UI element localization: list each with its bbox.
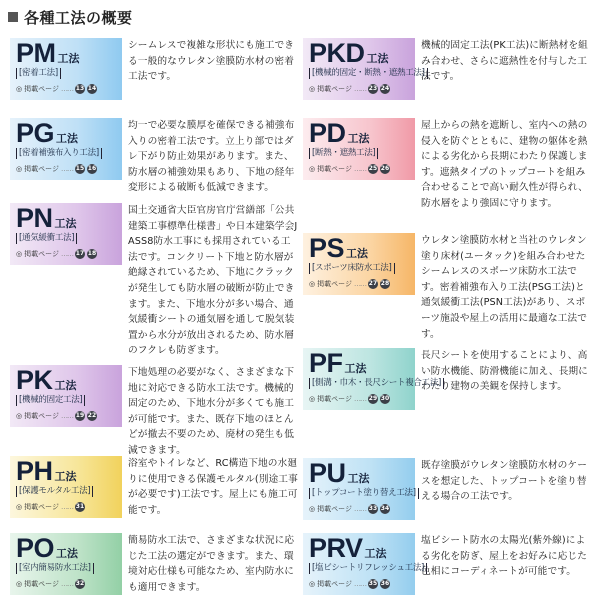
leader-dots: …… (60, 412, 73, 420)
method-code-text: PRV (309, 533, 363, 563)
method-suffix: 工法 (346, 248, 369, 260)
method-subtitle: [側溝・巾木・長尺シート複合工法] (309, 378, 444, 389)
method-entry-pd (303, 118, 593, 212)
page-reference (309, 579, 390, 589)
leader-dots: …… (353, 165, 366, 173)
page-number-badge: 35 (368, 580, 378, 587)
page-number-badge: 17 (75, 250, 85, 257)
method-badge (10, 118, 122, 180)
method-entry-pg (10, 118, 300, 196)
page-reference (16, 84, 97, 94)
method-badge (303, 38, 425, 100)
method-code-text: PG (16, 118, 55, 148)
page-number-badge: 30 (380, 395, 390, 402)
bullet-icon: ◎ (309, 165, 316, 173)
page-number-badge: 22 (87, 412, 97, 419)
method-entry-prv (303, 533, 593, 595)
bullet-icon: ◎ (309, 505, 316, 513)
method-suffix: 工法 (57, 53, 80, 65)
page-reference-label: 掲載ページ (317, 395, 352, 403)
method-description: シームレスで複雑な形状にも施工できる一般的なウレタン塗膜防水材の密着工法です。 (128, 40, 295, 83)
method-badge (10, 365, 122, 427)
method-code-text: PO (16, 533, 55, 563)
page-number-badge: 33 (368, 505, 378, 512)
method-code-text: PS (309, 233, 345, 263)
method-code-text: PU (309, 458, 346, 488)
method-entry-pn (10, 203, 300, 359)
page-reference (309, 84, 390, 94)
page-number-badge: 25 (368, 165, 378, 172)
method-code-text: PN (16, 203, 53, 233)
page-number-badge: 19 (75, 412, 85, 419)
bullet-icon: ◎ (16, 165, 23, 173)
bullet-icon: ◎ (309, 280, 316, 288)
page-reference-label: 掲載ページ (24, 85, 59, 93)
method-subtitle: [塩ビシートリフレッシュ工法] (309, 563, 427, 574)
method-subtitle: [通気緩衝工法] (16, 233, 77, 244)
page-reference-label: 掲載ページ (317, 280, 352, 288)
method-entry-pf (303, 348, 593, 410)
method-suffix: 工法 (54, 380, 77, 392)
page-reference (309, 164, 390, 174)
leader-dots: …… (353, 580, 366, 588)
method-description: 機械的固定工法(PK工法)に断熱材を組み合わせ、さらに遮熱性を付与した工法です。 (421, 40, 588, 83)
page-reference (16, 249, 97, 259)
leader-dots: …… (60, 85, 73, 93)
page-reference-label: 掲載ページ (24, 412, 59, 420)
method-code-text: PK (16, 365, 53, 395)
page-reference-label: 掲載ページ (317, 580, 352, 588)
page-reference (309, 279, 390, 289)
leader-dots: …… (60, 250, 73, 258)
method-subtitle: [保護モルタル工法] (16, 486, 93, 497)
bullet-icon: ◎ (16, 503, 23, 511)
method-description: 均一で必要な膜厚を確保できる補強布入りの密着工法です。立上り部ではダレ下がり防止効果があります。また、防水層の補強効果もあり、下地の経年変形による破断も低減できます。 (128, 120, 295, 194)
page-reference-label: 掲載ページ (24, 503, 59, 511)
method-entry-pm (10, 38, 300, 100)
method-description: 下地処理の必要がなく、さまざまな下地に対応できる防水工法です。機械的固定のため、下地水分が多くても施工が可能です。また、既存下地のほとんどが撤去不要のため、廃材の発生も低減できます。 (128, 367, 295, 456)
method-subtitle: [室内簡易防水工法] (16, 563, 94, 574)
method-suffix: 工法 (56, 548, 79, 560)
page-reference (309, 394, 390, 404)
page-number-badge: 15 (75, 165, 85, 172)
method-description: 国土交通省大臣官房官庁営繕部「公共建築工事標準仕様書」や日本建築学会JASS8防水工事にも採用されている工法です。コンクリート下地と防水層が絶縁されているため、下地にクラックが発生しても防水層の破断が防止できます。また、下地水分が多い場合、通気緩衝シートの通気層を通して脱気装置から水分が放出されるため、防水層のフクレも防ぎます。 (128, 205, 298, 357)
page-reference (16, 164, 97, 174)
page-reference-label: 掲載ページ (317, 85, 352, 93)
page-number-badge: 29 (368, 395, 378, 402)
method-badge (303, 233, 415, 295)
page-reference (16, 579, 85, 589)
page-number-badge: 18 (87, 250, 97, 257)
page-header (8, 6, 133, 28)
bullet-icon: ◎ (16, 412, 23, 420)
method-subtitle: [スポーツ床防水工法] (309, 263, 395, 274)
page-number-badge: 31 (75, 503, 85, 510)
leader-dots: …… (353, 280, 366, 288)
method-code-text: PD (309, 118, 346, 148)
method-suffix: 工法 (347, 133, 370, 145)
page-number-badge: 13 (75, 85, 85, 92)
page-number-badge: 32 (75, 580, 85, 587)
method-badge (10, 38, 122, 100)
bullet-icon: ◎ (309, 395, 316, 403)
method-badge (10, 533, 122, 595)
bullet-icon: ◎ (16, 85, 23, 93)
method-badge (303, 348, 442, 410)
method-suffix: 工法 (366, 53, 389, 65)
page-number-badge: 14 (87, 85, 97, 92)
page-reference-label: 掲載ページ (24, 165, 59, 173)
page-reference (16, 502, 85, 512)
method-subtitle: [機械的固定工法] (16, 395, 85, 406)
method-suffix: 工法 (56, 133, 79, 145)
method-badge (303, 533, 425, 595)
method-code-text: PKD (309, 38, 365, 68)
method-description: 屋上からの熱を遮断し、室内への熱の侵入を防ぐとともに、建物の躯体を熱による劣化から長期にわたり保護します。遮熱タイプのトップコートを組み合わせることで高い耐久性が得られ、防水層をより強固に守ります。 (421, 120, 588, 209)
method-code-text: PH (16, 456, 53, 486)
page-number-badge: 28 (380, 280, 390, 287)
method-description: 既存塗膜がウレタン塗膜防水材のケースを想定した、トップコートを塗り替える場合の工法です。 (421, 460, 587, 503)
method-suffix: 工法 (344, 363, 367, 375)
method-suffix: 工法 (54, 218, 77, 230)
leader-dots: …… (60, 503, 73, 511)
page-number-badge: 16 (87, 165, 97, 172)
method-description: 浴室やトイレなど、RC構造下地の水廻りに使用できる保護モルタル(別途工事が必要です)工法です。屋上にも施工可能です。 (128, 458, 298, 516)
method-subtitle: [トップコート塗り替え工法] (309, 488, 419, 499)
method-code-text: PF (309, 348, 343, 378)
page-number-badge: 36 (380, 580, 390, 587)
method-description: ウレタン塗膜防水材と当社のウレタン塗り床材(ユータック)を組み合わせたシームレスのスポーツ床防水工法です。密着補強布入り工法(PSG工法)と通気緩衝工法(PSN工法)があり、スポーツ施設や屋上の活用に最適な工法です。 (421, 235, 587, 340)
page-reference-label: 掲載ページ (24, 250, 59, 258)
page-number-badge: 27 (368, 280, 378, 287)
bullet-icon: ◎ (16, 250, 23, 258)
method-code-text: PM (16, 38, 56, 68)
method-description: 簡易防水工法で、さまざまな状況に応じた工法の選定ができます。また、環境対応仕様も可能なため、室内防水にも適用できます。 (128, 535, 295, 593)
method-subtitle: [密着工法] (16, 68, 61, 79)
method-badge (10, 203, 122, 265)
method-entry-pu (303, 458, 593, 520)
page-title: 各種工法の概要 (24, 8, 133, 27)
page-reference (309, 504, 390, 514)
page-number-badge: 24 (380, 85, 390, 92)
page-number-badge: 23 (368, 85, 378, 92)
page-reference-label: 掲載ページ (317, 505, 352, 513)
method-subtitle: [密着補強布入り工法] (16, 148, 102, 159)
method-entry-pk (10, 365, 300, 459)
method-entry-ps (303, 233, 593, 342)
method-badge (10, 456, 122, 518)
method-description: 長尺シートを使用することにより、高い防水機能、防滑機能に加え、長期にわたり建物の美観を保持します。 (421, 350, 588, 393)
method-entry-pkd (303, 38, 593, 100)
method-suffix: 工法 (347, 473, 370, 485)
method-entry-po (10, 533, 300, 595)
bullet-icon: ◎ (309, 85, 316, 93)
page-reference (16, 411, 97, 421)
bullet-icon: ◎ (309, 580, 316, 588)
method-badge (303, 118, 415, 180)
method-subtitle: [断熱・遮熱工法] (309, 148, 378, 159)
leader-dots: …… (353, 395, 366, 403)
header-square-icon (8, 12, 18, 22)
bullet-icon: ◎ (16, 580, 23, 588)
method-subtitle: [機械的固定・断熱・遮熱工法] (309, 68, 428, 79)
method-badge (303, 458, 415, 520)
method-description: 塩ビシート防水の太陽光(紫外線)による劣化を防ぎ、屋上をお好みに応じた色相にコーディネートが可能です。 (421, 535, 587, 578)
page-reference-label: 掲載ページ (317, 165, 352, 173)
method-suffix: 工法 (54, 471, 77, 483)
page-number-badge: 26 (380, 165, 390, 172)
page-number-badge: 34 (380, 505, 390, 512)
method-entry-ph (10, 456, 300, 518)
page-reference-label: 掲載ページ (24, 580, 59, 588)
leader-dots: …… (353, 505, 366, 513)
leader-dots: …… (353, 85, 366, 93)
leader-dots: …… (60, 580, 73, 588)
method-suffix: 工法 (364, 548, 387, 560)
leader-dots: …… (60, 165, 73, 173)
